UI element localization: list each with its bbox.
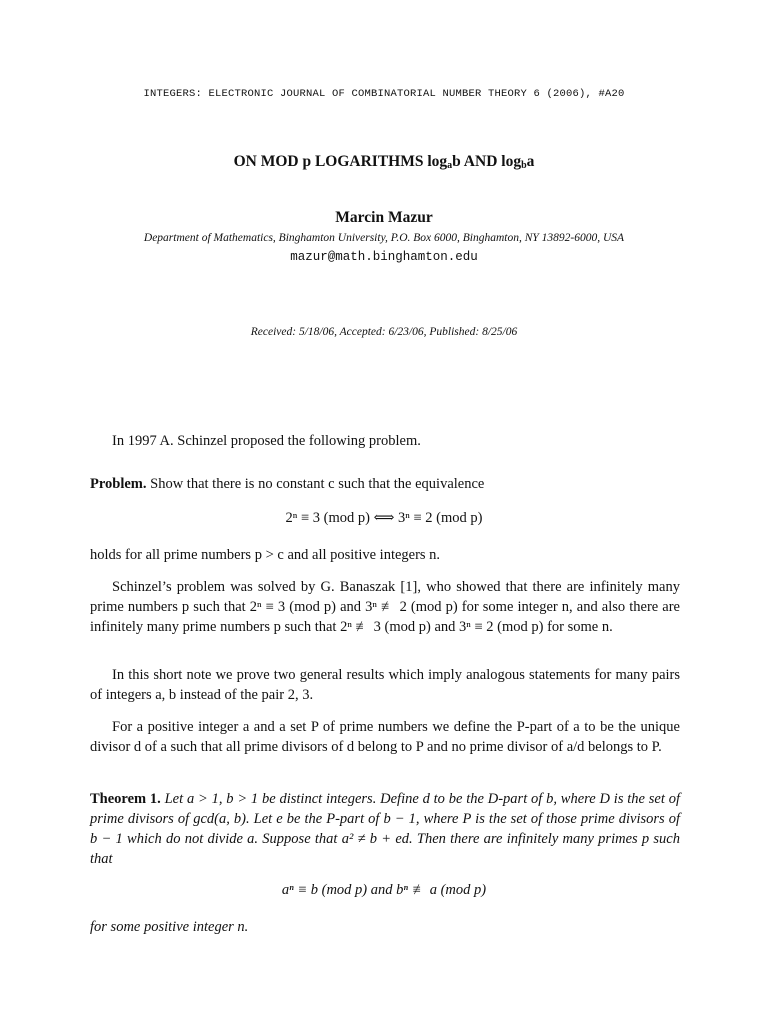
problem-statement [90,474,680,494]
equation-1: 2ⁿ ≡ 3 (mod p) ⟺ 3ⁿ ≡ 2 (mod p) [285,510,483,526]
intro-paragraph: In 1997 A. Schinzel proposed the following problem. [112,433,421,449]
paper-title [0,153,768,171]
banaszak-paragraph: Schinzel’s problem was solved by G. Banaszak [1], who showed that there are infinitely many prime numbers p such that 2ⁿ ≡ 3 (mod p) and 3ⁿ ≢ 2 (mod p) for some integer n, and also there are infinitely many prime numbers p such that 2ⁿ ≢ 3 (mod p) and 3ⁿ ≡ 2 (mod p) for some n. [90,579,680,635]
author-name: Marcin Mazur [335,209,433,226]
theorem-label: Theorem 1. [90,791,161,807]
title-part-2: b AND log [452,153,522,170]
title-part-3: a [526,153,535,170]
title-sub-b: b [521,160,527,171]
theorem-1 [90,789,680,869]
publication-dates: Received: 5/18/06, Accepted: 6/23/06, Published: 8/25/06 [250,326,518,338]
theorem-closing: for some positive integer n. [90,919,249,935]
note-paragraph: In this short note we prove two general results which imply analogous statements for many pairs of integers a, b instead of the pair 2, 3. [90,667,680,703]
problem-label: Problem. [90,476,147,492]
title-sub-a: a [447,160,453,171]
title-part-1: ON MOD p LOGARITHMS log [233,153,448,170]
author-email: mazur@math.binghamton.edu [290,250,478,264]
theorem-text: Let a > 1, b > 1 be distinct integers. Define d to be the D-part of b, where D is the set of prime divisors of gcd(a, b). Let e be the P-part of b − 1, where P is the set of those prime divisors of b − 1 which do not divide a. Suppose that a² ≠ b + ed. Then there are infinitely many primes p such that [90,791,680,867]
holds-paragraph: holds for all prime numbers p > c and all positive integers n. [90,547,441,563]
definition-paragraph: For a positive integer a and a set P of prime numbers we define the P-part of a to be the unique divisor d of a such that all prime divisors of d belong to P and no prime divisor of a/d belongs to P. [90,719,680,755]
author-affiliation: Department of Mathematics, Binghamton University, P.O. Box 6000, Binghamton, NY 13892-6000, USA [143,232,625,244]
journal-header: INTEGERS: ELECTRONIC JOURNAL OF COMBINATORIAL NUMBER THEORY 6 (2006), #A20 [143,88,625,100]
problem-text: Show that there is no constant c such that the equivalence [150,476,485,492]
equation-2: aⁿ ≡ b (mod p) and bⁿ ≢ a (mod p) [281,882,487,898]
